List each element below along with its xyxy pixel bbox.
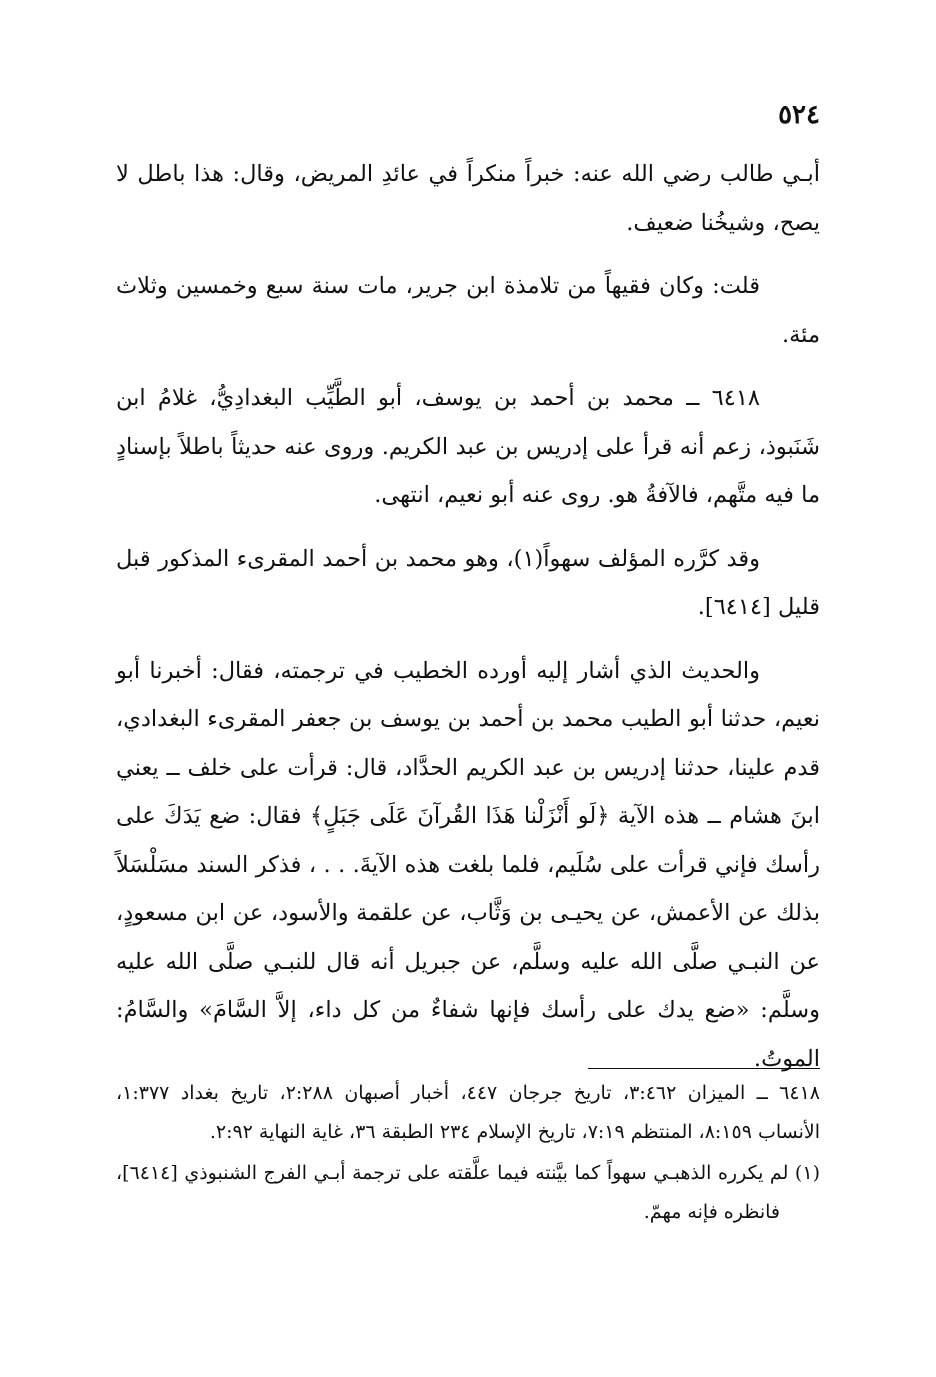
paragraph-repetition-note: وقد كرَّره المؤلف سهواً(١)، وهو محمد بن أحمد المقرىء المذكور قبل قليل [٦٤١٤]. [116,545,820,620]
footnote-1: (١) لم يكرره الذهبـي سهواً كما بيَّنته فيما علَّقته على ترجمة أبـي الفرج الشنبوذي [٦٤١٤]، فانظره فإنه مهمّ. [116,1162,820,1223]
footnotes [116,1074,820,1234]
footnote-divider [588,1068,820,1069]
paragraph-hadith: والحديث الذي أشار إليه أورده الخطيب في ترجمته، فقال: أخبرنا أبو نعيم، حدثنا أبو الطيب محمد بن أحمد بن يوسف بن جعفر المقرىء البغدادي، قدم علينا، حدثنا إدريس بن عبد الكريم الحدَّاد، قال: قرأت على خلف ــ يعني ابنَ هشام ــ هذه الآية ﴿لَو أَنْزَلْنا هَذَا القُرآنَ عَلَى جَبَلٍ﴾ فقال: ضع يَدَكَ على رأسك فإني قرأت على سُلَيم، فلما بلغت هذه الآيةَ. . . ، فذكر السند مسَلْسَلاً بذلك عن الأعمش، عن يحيـى بن وَثَّاب، عن علقمة والأسود، عن ابن مسعودٍ، عن النبـي صلَّى الله عليه وسلَّم، عن جبريل أنه قال للنبـي صلَّى الله عليه وسلَّم: «ضع يدك على رأسك فإنها شفاءٌ من كل داء، إلاَّ السَّامَ» والسَّامُ: الموتُ. [116,657,820,1072]
paragraph-continuation: أبـي طالب رضي الله عنه: خبراً منكراً في عائدِ المريض، وقال: هذا باطل لا يصح، وشيخُنا ضعيف. [116,161,820,236]
paragraph-entry-6418: ٦٤١٨ ــ محمد بن أحمد بن يوسف، أبو الطَّيِّب البغدادِيُّ، غلامُ ابن شَنَبوذ، زعم أنه قرأ على إدريس بن عبد الكريم. وروى عنه حديثاً باطلاً بإسنادٍ ما فيه متَّهم، فالآفةُ هو. روى عنه أبو نعيم، انتهى. [116,385,820,508]
main-text [116,150,820,1098]
page-number: ٥٢٤ [778,100,820,130]
paragraph-note: قلت: وكان فقيهاً من تلامذة ابن جرير، مات سنة سبع وخمسين وثلاث مئة. [116,273,820,348]
footnote-sources: ٦٤١٨ ــ الميزان ٣:٤٦٢، تاريخ جرجان ٤٤٧، أخبار أصبهان ٢:٢٨٨، تاريخ بغداد ١:٣٧٧، الأنساب ٨:١٥٩، المنتظم ٧:١٩، تاريخ الإسلام ٢٣٤ الطبقة ٣٦، غاية النهاية ٢:٩٢. [116,1082,820,1143]
